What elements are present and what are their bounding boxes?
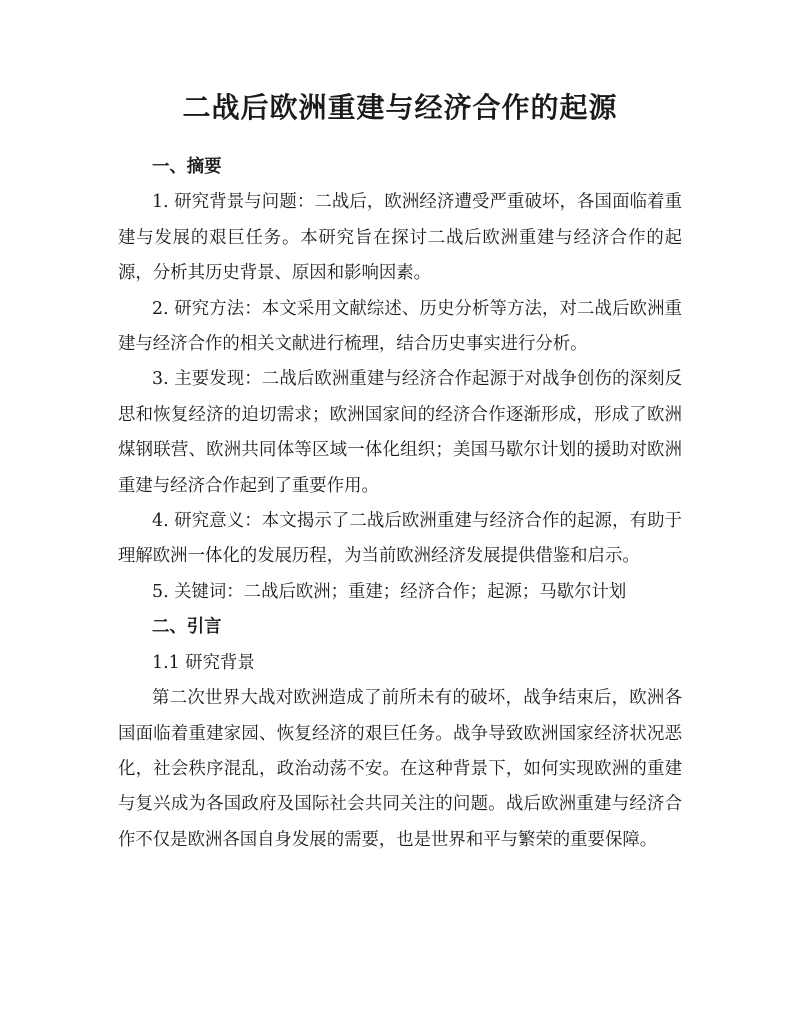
intro-paragraph: 第二次世界大战对欧洲造成了前所未有的破坏，战争结束后，欧洲各国面临着重建家园、恢复经济的艰巨任务。战争导致欧洲国家经济状况恶化，社会秩序混乱，政治动荡不安。在这种背景下，如何实现欧洲的重建与复兴成为各国政府及国际社会共同关注的问题。战后欧洲重建与经济合作不仅是欧洲各国自身发展的需要，也是世界和平与繁荣的重要保障。 — [118, 688, 682, 850]
document-body — [118, 150, 682, 858]
abstract-item-findings: 3. 主要发现：二战后欧洲重建与经济合作起源于对战争创伤的深刻反思和恢复经济的迫切需求；欧洲国家间的经济合作逐渐形成，形成了欧洲煤钢联营、欧洲共同体等区域一体化组织；美国马歇尔计划的援助对欧洲重建与经济合作起到了重要作用。 — [118, 369, 682, 496]
abstract-item-background: 1. 研究背景与问题：二战后，欧洲经济遭受严重破坏，各国面临着重建与发展的艰巨任务。本研究旨在探讨二战后欧洲重建与经济合作的起源，分析其历史背景、原因和影响因素。 — [118, 192, 682, 284]
intro-subheading: 1.1 研究背景 — [152, 652, 255, 673]
abstract-item-method: 2. 研究方法：本文采用文献综述、历史分析等方法，对二战后欧洲重建与经济合作的相关文献进行梳理，结合历史事实进行分析。 — [118, 298, 682, 355]
document-title: 二战后欧洲重建与经济合作的起源 — [182, 91, 618, 124]
abstract-heading: 一、摘要 — [152, 157, 222, 177]
abstract-item-significance: 4. 研究意义：本文揭示了二战后欧洲重建与经济合作的起源，有助于理解欧洲一体化的发展历程，为当前欧洲经济发展提供借鉴和启示。 — [118, 511, 682, 567]
abstract-item-keywords: 5. 关键词：二战后欧洲；重建；经济合作；起源；马歇尔计划 — [152, 581, 627, 602]
intro-heading: 二、引言 — [152, 617, 222, 638]
